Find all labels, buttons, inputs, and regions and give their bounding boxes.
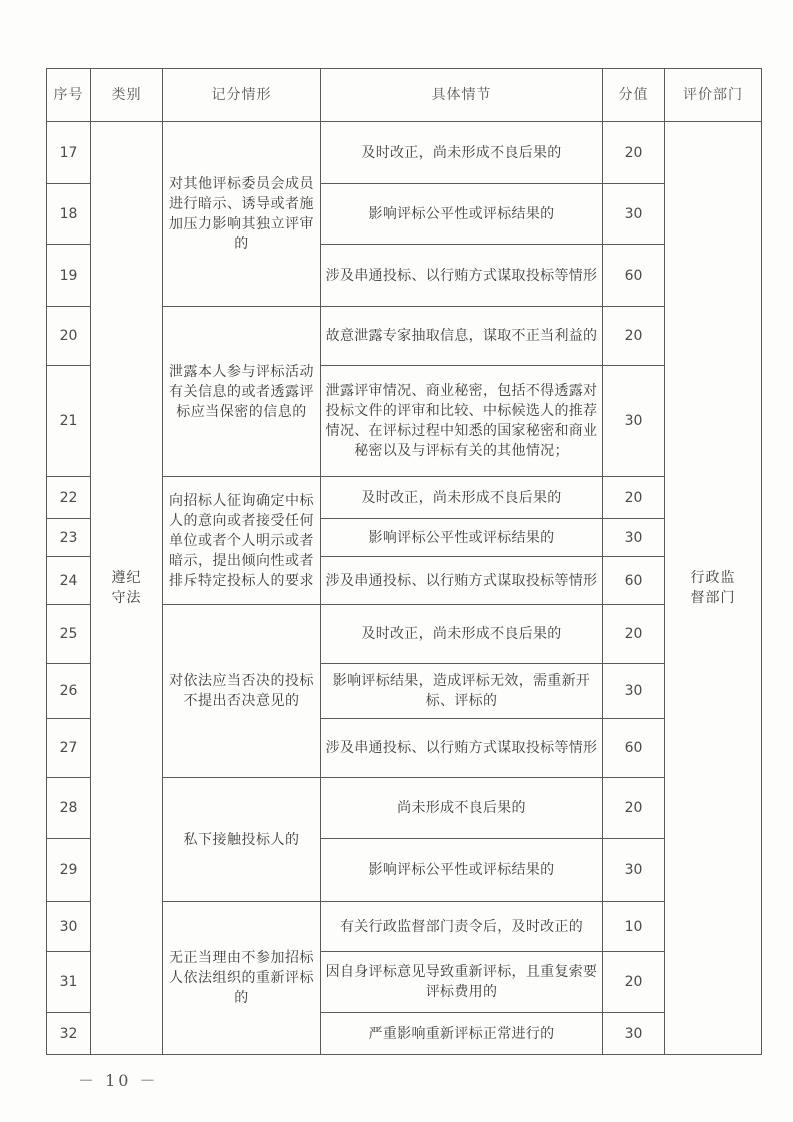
score-cell: 60 bbox=[603, 557, 665, 605]
detail-cell: 影响评标公平性或评标结果的 bbox=[321, 184, 603, 245]
score-cell: 60 bbox=[603, 719, 665, 778]
row-seq: 24 bbox=[47, 557, 91, 605]
detail-cell: 涉及串通投标、以行贿方式谋取投标等情形 bbox=[321, 719, 603, 778]
row-seq: 26 bbox=[47, 664, 91, 719]
score-cell: 10 bbox=[603, 902, 665, 952]
detail-cell: 泄露评审情况、商业秘密，包括不得透露对投标文件的评审和比较、中标候选人的推荐情况、在评标过程中知悉的国家秘密和商业秘密以及与评标有关的其他情况； bbox=[321, 366, 603, 477]
table-row bbox=[47, 122, 762, 184]
score-cell: 30 bbox=[603, 184, 665, 245]
page-number: － 10 － bbox=[78, 1071, 159, 1090]
header-dept: 评价部门 bbox=[665, 69, 762, 122]
detail-cell: 涉及串通投标、以行贿方式谋取投标等情形 bbox=[321, 557, 603, 605]
row-seq: 28 bbox=[47, 778, 91, 839]
row-seq: 25 bbox=[47, 605, 91, 664]
category-cell: 遵纪守法 bbox=[91, 122, 163, 1055]
row-seq: 30 bbox=[47, 902, 91, 952]
detail-cell: 尚未形成不良后果的 bbox=[321, 778, 603, 839]
score-cell: 30 bbox=[603, 519, 665, 557]
detail-cell: 影响评标公平性或评标结果的 bbox=[321, 839, 603, 902]
score-cell: 30 bbox=[603, 366, 665, 477]
score-cell: 30 bbox=[603, 839, 665, 902]
header-situation: 记分情形 bbox=[163, 69, 321, 122]
row-seq: 29 bbox=[47, 839, 91, 902]
row-seq: 20 bbox=[47, 307, 91, 366]
score-cell: 30 bbox=[603, 1013, 665, 1055]
header-category: 类别 bbox=[91, 69, 163, 122]
detail-cell: 及时改正，尚未形成不良后果的 bbox=[321, 122, 603, 184]
row-seq: 31 bbox=[47, 952, 91, 1013]
detail-cell: 影响评标公平性或评标结果的 bbox=[321, 519, 603, 557]
row-seq: 22 bbox=[47, 477, 91, 519]
score-cell: 20 bbox=[603, 307, 665, 366]
situation-cell: 对依法应当否决的投标不提出否决意见的 bbox=[163, 605, 321, 778]
score-cell: 30 bbox=[603, 664, 665, 719]
dept-cell: 行政监督部门 bbox=[665, 122, 762, 1055]
header-row bbox=[47, 69, 762, 122]
score-cell: 20 bbox=[603, 952, 665, 1013]
detail-cell: 有关行政监督部门责令后，及时改正的 bbox=[321, 902, 603, 952]
situation-cell: 向招标人征询确定中标人的意向或者接受任何单位或者个人明示或者暗示，提出倾向性或者排斥特定投标人的要求 bbox=[163, 477, 321, 605]
score-cell: 20 bbox=[603, 778, 665, 839]
detail-cell: 及时改正，尚未形成不良后果的 bbox=[321, 605, 603, 664]
situation-cell: 对其他评标委员会成员进行暗示、诱导或者施加压力影响其独立评审的 bbox=[163, 122, 321, 307]
detail-cell: 影响评标结果，造成评标无效，需重新开标、评标的 bbox=[321, 664, 603, 719]
score-cell: 20 bbox=[603, 122, 665, 184]
header-detail: 具体情节 bbox=[321, 69, 603, 122]
situation-cell: 私下接触投标人的 bbox=[163, 778, 321, 902]
row-seq: 21 bbox=[47, 366, 91, 477]
row-seq: 32 bbox=[47, 1013, 91, 1055]
scoring-table bbox=[46, 68, 762, 1055]
detail-cell: 及时改正，尚未形成不良后果的 bbox=[321, 477, 603, 519]
situation-cell: 泄露本人参与评标活动有关信息的或者透露评标应当保密的信息的 bbox=[163, 307, 321, 477]
score-cell: 20 bbox=[603, 605, 665, 664]
detail-cell: 严重影响重新评标正常进行的 bbox=[321, 1013, 603, 1055]
row-seq: 19 bbox=[47, 245, 91, 307]
score-cell: 60 bbox=[603, 245, 665, 307]
row-seq: 27 bbox=[47, 719, 91, 778]
detail-cell: 涉及串通投标、以行贿方式谋取投标等情形 bbox=[321, 245, 603, 307]
score-cell: 20 bbox=[603, 477, 665, 519]
detail-cell: 故意泄露专家抽取信息，谋取不正当利益的 bbox=[321, 307, 603, 366]
header-score: 分值 bbox=[603, 69, 665, 122]
row-seq: 18 bbox=[47, 184, 91, 245]
header-seq: 序号 bbox=[47, 69, 91, 122]
row-seq: 23 bbox=[47, 519, 91, 557]
row-seq: 17 bbox=[47, 122, 91, 184]
situation-cell: 无正当理由不参加招标人依法组织的重新评标的 bbox=[163, 902, 321, 1055]
detail-cell: 因自身评标意见导致重新评标，且重复索要评标费用的 bbox=[321, 952, 603, 1013]
